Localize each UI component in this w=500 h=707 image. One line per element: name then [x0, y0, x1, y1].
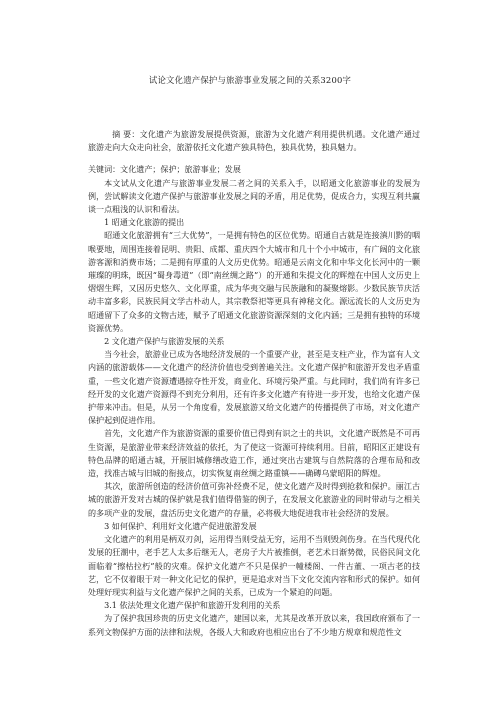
- body-paragraph: 当今社会，旅游业已成为各地经济发展的一个重要产业，甚至是支柱产业，作为富有人文内涵的旅游载体——文化遗产的经济价值也受到普遍关注。文化遗产保护和旅游开发也矛盾重重，一些文化遗产资源遭遇掠夺性开发，商业化、环境污染严重。与此同时，我们尚有许多已经开发的文化遗产资源得不到充分利用，还有许多文化遗产有待进一步开发，也给文化遗产保护带来冲击。但是，从另一个角度看，发展旅游又给文化遗产的传播提供了市场，对文化遗产保护起到促进作用。: [88, 350, 420, 426]
- section-heading: 1 昭通文化旅游的提出: [104, 218, 185, 228]
- body-paragraph: 其次，旅游所创造的经济价值可弥补经费不足，使文化遗产及时得到抢救和保护。丽江古城的旅游开发对古城的保护就是我们值得借鉴的例子，在发展文化旅游业的同时带动与之相关的多项产业的发展，盘活历史文化遗产的存量，必将极大地促进我市社会经济的发展。: [88, 482, 420, 518]
- body-paragraph: 昭通文化旅游拥有“三大优势”，一是拥有特色的区位优势。昭通自古就是连接滇川黔的咽喉要地，周围连接着昆明、贵阳、成都、重庆四个大城市和几十个小中城市，有广阔的文化旅游客源和消费市场；二是拥有厚重的人文历史优势。昭通是云南文化和中华文化长河中的一颗璀璨的明珠，既因“蜀身毒道”（即“南丝绸之路”）的开通和朱提文化的辉煌在中国人文历史上熠熠生辉，又因历史悠久、文化厚重，成为华夷交融与民族融和的凝聚熔影。少数民族节庆活动丰富多彩，民族民间文学古朴动人，其宗教祭祀等更具有神秘文化。源远流长的人文历史为昭通留下了众多的文物古迹，赋予了昭通文化旅游资源深刻的文化内涵；三是拥有独特的环境资源优势。: [88, 231, 420, 333]
- section-heading: 2 文化遗产保护与旅游发展的关系: [104, 337, 225, 347]
- document-body: [88, 128, 420, 639]
- section-heading: 3 如何保护、利用好文化遗产促进旅游发展: [104, 521, 257, 531]
- keywords-line: 关键词：文化遗产；保护；旅游事业；发展: [88, 165, 241, 175]
- document-title: 试论文化遗产保护与旅游事业发展之间的关系3200字: [148, 75, 352, 85]
- abstract-paragraph: 摘 要：文化遗产为旅游发展提供资源，旅游为文化遗产利用提供机遇。文化遗产通过旅游走向大众走向社会，旅游依托文化遗产独具特色，独具优势，独具魅力。: [88, 130, 420, 153]
- body-paragraph: 本文试从文化遗产与旅游事业发展二者之间的关系入手，以昭通文化旅游事业的发展为例，尝试解读文化遗产保护与旅游事业发展之间的矛盾，用足优势，促成合力，实现互利共赢谈一点粗浅的认识和看法。: [88, 178, 420, 215]
- body-paragraph: 为了保护我国珍贵的历史文化遗产，建国以来，尤其是改革开放以来，我国政府颁布了一系列文物保护方面的法律和法规，各级人大和政府也相应出台了不少地方规章和规范性文: [88, 614, 420, 637]
- body-paragraph: 文化遗产的利用是柄双刃剑，运用得当则受益无穷，运用不当则毁剑伤身。在当代现代化发展的狂潮中，老手艺人太多后继无人，老房子大片被推倒，老艺术日渐势微，民俗民间文化面临着“擦枯拉朽”般的灾难。保护文化遗产不只是保护一幢楼阁、一件古董、一项古老的技艺，它不仅着眼于对一种文化记忆的保护，更是追求对当下文化交流内容和形式的保护。如何处理好现实利益与文化遗产保护之间的关系，已成为一个紧迫的问题。: [88, 535, 420, 597]
- body-paragraph: 首先，文化遗产作为旅游资源的重要价值已得到有识之士的共识，文化遗产既然是不可再生资源，是旅游业带来经济效益的依托，为了使这一资源可持续利用。目前，昭阳区正建设有特色品牌的昭通古城，开展旧城修缮改造工作，通过突出古建筑与自然院落的合理布局和改造，找准古城与旧城的衔接点，切实恢复南丝绸之路重镇——确磚乌蒙昭阳的辉煌。: [88, 429, 420, 479]
- subsection-heading: 3.1 依法处理文化遗产保护和旅游开发利用的关系: [104, 601, 281, 611]
